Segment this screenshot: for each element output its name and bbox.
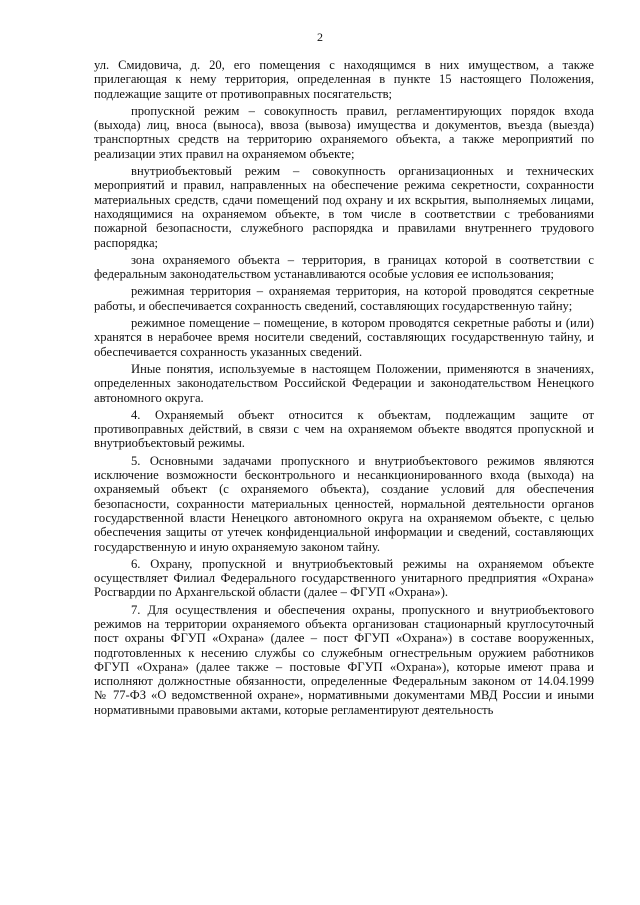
paragraph-address-continuation: ул. Смидовича, д. 20, его помещения с находящимся в них имуществом, а также прилегающая к нему территория, определенная в пункте 15 настоящего Положения, подлежащие защите от противоправных посягательств; (94, 58, 594, 101)
paragraph-item-5: 5. Основными задачами пропускного и внутриобъектового режимов являются исключение возможности бесконтрольного и несанкционированного входа (выхода) на охраняемый объект (с охраняемого объекта), создание условий для обеспечения безопасности, сохранности материальных ценностей, нормальной деятельности органов государственной власти Ненецкого автономного округа на охраняемом объекте, с целью обеспечения защиты от утечек конфиденциальной информации и сведений, составляющих государственную и иную охраняемую законом тайну. (94, 453, 594, 554)
paragraph-other-terms: Иные понятия, используемые в настоящем Положении, применяются в значениях, определенных законодательством Российской Федерации и законодательством Ненецкого автономного округа. (94, 361, 594, 405)
document-body (94, 58, 594, 720)
paragraph-protected-zone: зона охраняемого объекта – территория, в границах которой в соответствии с федеральным законодательством устанавливаются особые условия ее использования; (94, 252, 594, 282)
paragraph-restricted-room: режимное помещение – помещение, в котором проводятся секретные работы и (или) хранятся в нерабочее время носители сведений, составляющих государственную тайну, и обеспечивается сохранность указанных сведений. (94, 316, 594, 359)
paragraph-item-7: 7. Для осуществления и обеспечения охраны, пропускного и внутриобъектового режимов на территории охраняемого объекта организован стационарный круглосуточный пост охраны ФГУП «Охрана» (далее – пост ФГУП «Охрана») в составе вооруженных, подготовленных к несению службы со служебным огнестрельным оружием работников ФГУП «Охрана» (далее также – постовые ФГУП «Охрана»), которые имеют права и исполняют должностные обязанности, определенные Федеральным законом от 14.04.1999 № 77-ФЗ «О ведомственной охране», нормативными документами МВД России и иными нормативными правовыми актами, которые регламентируют деятельность (94, 602, 594, 717)
page-number: 2 (317, 30, 323, 44)
paragraph-access-regime: пропускной режим – совокупность правил, регламентирующих порядок входа (выхода) лиц, вноса (выноса), ввоза (вывоза) имущества и документов, въезда (выезда) транспортных средств на территорию охраняемого объекта, а также мероприятий по реализации этих правил на охраняемом объекте; (94, 103, 594, 161)
paragraph-internal-regime: внутриобъектовый режим – совокупность организационных и технических мероприятий и правил, направленных на обеспечение режима секретности, сохранности материальных средств, сдачи помещений под охрану и их вскрытия, выполняемых лицами, находящимися на охраняемом объекте, в том числе в соответствии с требованиями пожарной безопасности, служебного распорядка и правилами внутреннего трудового распорядка; (94, 164, 594, 250)
paragraph-item-4: 4. Охраняемый объект относится к объектам, подлежащим защите от противоправных действий, в связи с чем на охраняемом объекте вводятся пропускной и внутриобъектовый режимы. (94, 407, 594, 451)
paragraph-restricted-territory: режимная территория – охраняемая территория, на которой проводятся секретные работы, и обеспечивается сохранность сведений, составляющих государственную тайну; (94, 284, 594, 313)
paragraph-item-6: 6. Охрану, пропускной и внутриобъектовый режимы на охраняемом объекте осуществляет Филиал Федерального государственного унитарного предприятия «Охрана» Росгвардии по Архангельской области (далее – ФГУП «Охрана»). (94, 556, 594, 600)
